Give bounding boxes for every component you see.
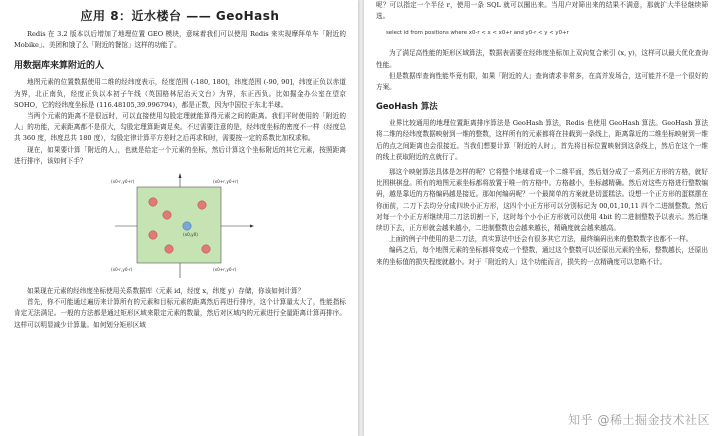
chapter-title: 应用 8：近水楼台 —— GeoHash (80, 9, 280, 23)
nearby-element-dot (198, 201, 206, 209)
paragraph-question: 现在，如果要计算「附近的人」，也就是给定一个元素的坐标，然后计算这个坐标附近的其它元素，按照距离进行排序，该如何下手？ (14, 145, 346, 165)
left-page (0, 0, 358, 436)
y-axis-arrow (179, 173, 182, 178)
paragraph-mapping-algorithm: 那这个映射算法具体是怎样的呢？它将整个地球看成一个二维平面，然后划分成了一系列正方形的方格，就好比围棋棋盘。所有的地图元素坐标都将放置于唯一的方格中。方格越小，坐标越精确。然后对这些方格进行整数编码，越是靠近的方格编码越是接近。那如何编码呢？一个最简单的方案就是切蛋糕法。设想一个正方形的蛋糕摆在你面前，二刀下去均分分成四块小正方形，这四个小正方形可以分别标记为 00,01,10,11 四个二进制整数。然后对每一个小正方形继续用二刀法切割一下，这时每个小小正方形就可以使用 4bit 的二进制整数予以表示。然后继续切下去，正方形就会越来越小，二进制整数也会越来越长，精确度就会越来越高。 (376, 168, 708, 233)
nearby-element-dot (163, 211, 171, 219)
nearby-element-dot (202, 245, 210, 253)
rectangle-region-figure (105, 170, 255, 282)
x-axis-arrow (250, 225, 254, 228)
section-heading-geohash: GeoHash 算法 (376, 101, 438, 112)
paragraph-performance: 但是数据库查询性能毕竟有限，如果「附近的人」查询请求非常多，在高并发场合，这可能并不是一个很好的方案。 (376, 71, 708, 92)
sql-query: select id from positions where x0-r < x < x0+r and y0-r < y < y0+r (386, 30, 569, 37)
center-label: (x0,y0) (183, 232, 198, 238)
figure-svg (105, 170, 255, 282)
paragraph-database-question: 如果现在元素的经纬度坐标使用关系数据库（元素 id，经度 x，纬度 y）存储，你该如何计算？ (27, 287, 305, 296)
paragraph-index: 为了满足高性能的矩形区域算法，数据表需要在经纬度坐标加上双向复合索引 (x, y)，这样可以最大优化查询性能。 (376, 49, 708, 69)
paragraph-two-cut: 上面的例子中使用的是二刀法，真实算法中还会有很多其它刀法，最终编码出来的整数数字也都不一样。 (389, 235, 693, 244)
section-heading-nearby-people: 用数据库来算附近的人 (14, 61, 105, 72)
watermark: 知乎 @稀土掘金技术社区 (568, 413, 710, 427)
target-center-dot (183, 222, 191, 230)
paragraph-coordinates: 地图元素的位置数据使用二维的经纬度表示，经度范围 (-180, 180]，纬度范围 (-90, 90]，纬度正负以赤道为界，北正南负，经度正负以本初子午线（英国格林尼治天文台）为界，东正西负。比如掘金办公室在望京 SOHO，它的经纬度坐标是 (116.48105,39.996794)，都是正数，因为中国位于东北半球。 (14, 78, 346, 109)
nearby-element-dot (165, 245, 173, 253)
nearby-element-dot (149, 198, 157, 206)
intro-paragraph: Redis 在 3.2 版本以后增加了地理位置 GEO 模块，意味着我们可以使用 Redis 来实现摩拜单车「附近的 Mobike」、美团和饿了么「附近的餐馆」这样的功能了。 (14, 30, 346, 50)
paragraph-pythagoras: 当两个元素的距离不是很远时，可以直接使用勾股定理就能算得元素之间的距离。我们平时使用的「附近的人」的功能，元素距离都不是很大，勾股定理算距离足矣。不过需要注意的是，经纬度坐标的密度不一样（经度总共 360 度，纬度总共 180 度），勾股定律计算平方差时之后再求和时，需要按一定的系数比加权求和。 (14, 112, 346, 143)
paragraph-radius: 呢？可以指定一个半径 r，使用一条 SQL 就可以圈出来。当用户对筛出来的结果不满意，那就扩大半径继续筛选。 (376, 1, 708, 21)
corner-label-top-right: (x0+r,y0+r) (213, 179, 239, 185)
corner-label-bottom-right: (x0+r,y0-r) (213, 267, 237, 273)
corner-label-top-left: (x0-r,y0+r) (111, 179, 135, 185)
paragraph-encoding: 编码之后，每个地图元素的坐标都将变成一个整数，通过这个整数可以还原出元素的坐标，整数越长，还原出来的坐标值的损失程度就越小。对于「附近的人」这个功能而言，损失的一点精确度可以忽略不计。 (376, 246, 708, 266)
corner-label-bottom-left: (x0-r,y0-r) (111, 267, 133, 273)
right-page (364, 0, 720, 436)
paragraph-geohash-intro: 业界比较通用的地理位置距离排序算法是 GeoHash 算法，Redis 也使用 GeoHash 算法。GeoHash 算法将二维的经纬度数据映射到一维的整数，这样所有的元素都将在挂载到一条线上，距离靠近的二维坐标映射到一维后的点之间距离也会很接近。当我们想要计算「附近的人时」，首先将目标位置映射到这条线上，然后在这个一维的线上获取附近的点就行了。 (376, 119, 708, 161)
nearby-element-dot (149, 231, 157, 239)
paragraph-rectangle-method: 首先，你不可能通过遍历来计算所有的元素和目标元素的距离然后再进行排序，这个计算量太大了，性能指标肯定无法满足。一般的方法都是通过矩形区域来限定元素的数量，然后对区域内的元素进行全量距离计算再排序。这样可以明显减少计算量。如何划分矩形区域 (14, 298, 346, 329)
